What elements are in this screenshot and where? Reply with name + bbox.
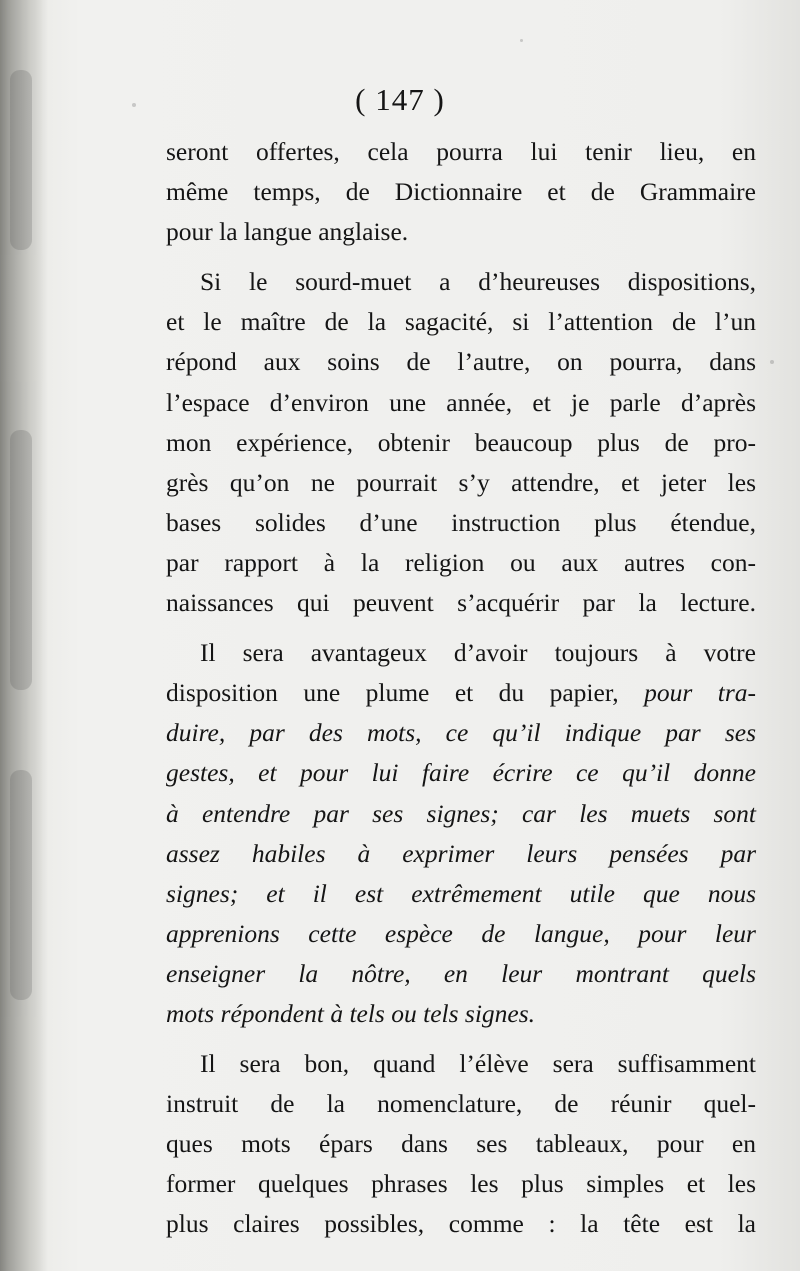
text-line: grès qu’on ne pourrait s’y attendre, et jeter les (166, 467, 756, 497)
text-line: Il sera avantageux d’avoir toujours à votre (200, 638, 756, 668)
text-line: assez habiles à exprimer leurs pensées par (166, 838, 756, 868)
text-line: ques mots épars dans ses tableaux, pour en (166, 1129, 756, 1159)
edge-stain (10, 430, 32, 690)
paper-speck (520, 39, 523, 42)
page-number: ( 147 ) (355, 82, 445, 117)
binding-edge (0, 0, 48, 1271)
text-line: l’espace d’environ une année, et je parle d’après (166, 387, 756, 417)
text-line: par rapport à la religion ou aux autres con- (166, 547, 756, 577)
text-line: former quelques phrases les plus simples et les (166, 1169, 756, 1199)
text-line: gestes, et pour lui faire écrire ce qu’il donne (166, 758, 756, 788)
line-roman-part: disposition une plume et du papier, (166, 678, 645, 708)
text-line: même temps, de Dictionnaire et de Grammaire (166, 177, 756, 207)
text-line: Il sera bon, quand l’élève sera suffisamment (200, 1049, 756, 1079)
text-line: mots répondent à tels ou tels signes. (166, 998, 536, 1028)
text-line: Si le sourd-muet a d’heureuses dispositions, (200, 267, 756, 297)
line-italic-part: pour tra- (644, 678, 756, 708)
paragraph-gap (166, 1034, 756, 1044)
text-line (166, 673, 756, 713)
edge-stain (10, 770, 32, 1000)
text-line: répond aux soins de l’autre, on pourra, dans (166, 347, 756, 377)
text-line: signes; et il est extrêmement utile que nous (166, 878, 756, 908)
text-line: duire, par des mots, ce qu’il indique par ses (166, 718, 756, 748)
body-text (166, 132, 756, 1245)
text-line: pour la langue anglaise. (166, 217, 409, 247)
text-line: apprenions cette espèce de langue, pour leur (166, 918, 756, 948)
text-line: enseigner la nôtre, en leur montrant quels (166, 958, 756, 988)
text-line: bases solides d’une instruction plus étendue, (166, 507, 756, 537)
text-line: naissances qui peuvent s’acquérir par la lecture. (166, 588, 756, 618)
paper-speck (770, 360, 774, 364)
text-line: mon expérience, obtenir beaucoup plus de pro- (166, 427, 756, 457)
text-line: plus claires possibles, comme : la tête est la (166, 1209, 756, 1239)
text-line: seront offertes, cela pourra lui tenir lieu, en (166, 137, 756, 166)
paragraph-gap (166, 252, 756, 262)
text-line: instruit de la nomenclature, de réunir quel- (166, 1089, 756, 1119)
text-line: à entendre par ses signes; car les muets sont (166, 798, 756, 828)
paragraph-gap (166, 623, 756, 633)
text-line: et le maître de la sagacité, si l’attention de l’un (166, 307, 756, 337)
